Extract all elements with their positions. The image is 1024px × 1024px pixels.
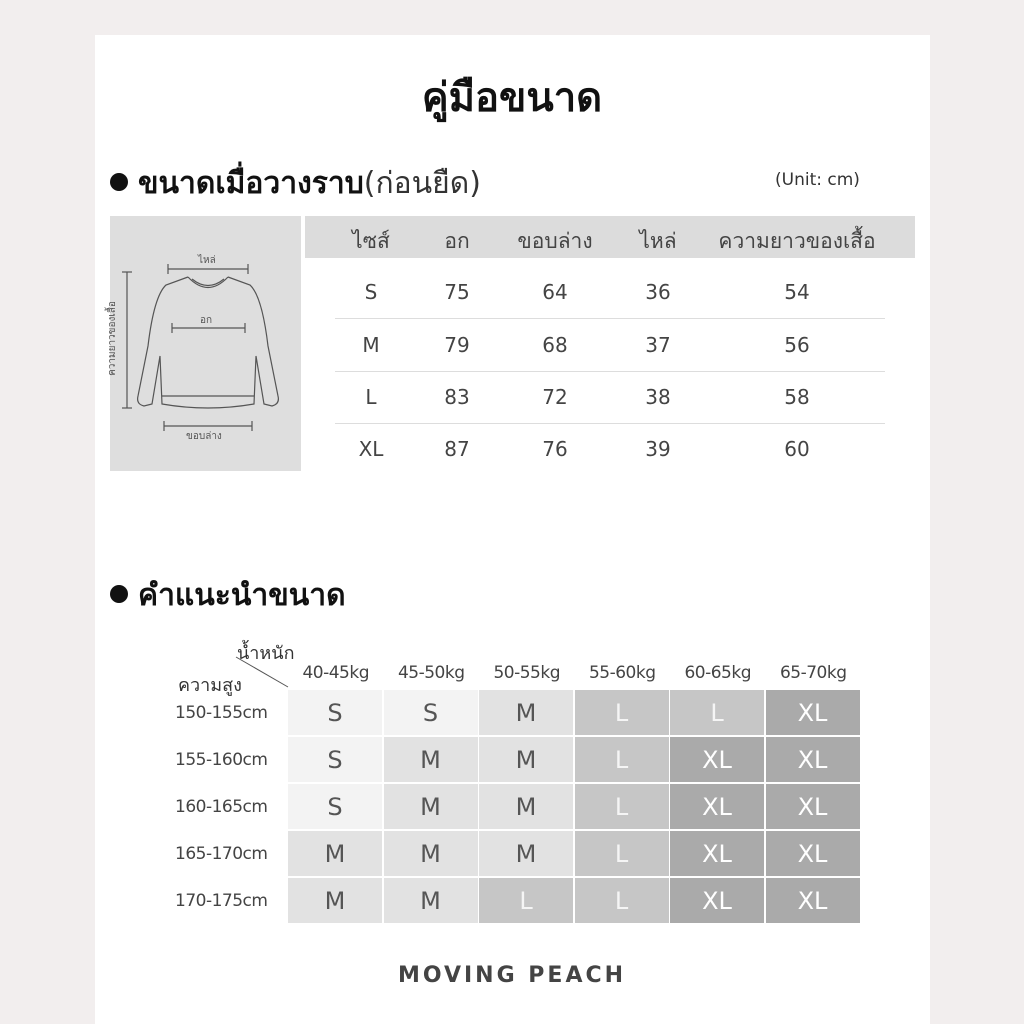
recommended-size-cell: L [575,690,669,735]
size-cell: XL [358,437,384,461]
flat-size-subheading: (ก่อนยืด) [363,166,481,201]
weight-axis-label: น้ำหนัก [237,643,295,664]
measurement-cell: 56 [784,333,810,357]
measurement-cell: 36 [645,280,671,304]
row-divider [335,371,885,372]
size-cell: S [364,280,378,304]
height-row-label: 160-165cm [175,797,268,817]
weight-column-label: 45-50kg [397,663,465,683]
measurement-cell: 39 [645,437,671,461]
diagram-hem-label: ขอบล่าง [186,431,222,442]
measurement-cell: 54 [784,280,810,304]
height-row-label: 155-160cm [175,750,268,770]
recommended-size-cell: M [479,831,573,876]
recommended-size-cell: L [575,878,669,923]
size-cell: M [362,333,380,357]
unit-label: (Unit: cm) [775,170,860,190]
recommended-size-cell: XL [766,878,860,923]
measurement-cell: 83 [444,385,470,409]
measurement-cell: 79 [444,333,470,357]
recommended-size-cell: L [575,737,669,782]
page-title: คู่มือขนาด [421,75,603,121]
measurement-cell: 68 [542,333,568,357]
measurement-cell: 60 [784,437,810,461]
recommended-size-cell: XL [766,784,860,829]
column-header: ขอบล่าง [517,229,593,253]
recommended-size-cell: M [479,737,573,782]
recommended-size-cell: L [575,784,669,829]
brand-logo: MOVING PEACH [397,963,627,988]
recommended-size-cell: S [384,690,478,735]
recommended-size-cell: S [288,784,382,829]
row-divider [335,423,885,424]
recommended-size-cell: XL [766,831,860,876]
measurement-cell: 87 [444,437,470,461]
measurement-cell: 75 [444,280,470,304]
diagram-chest-label: อก [200,315,213,326]
recommended-size-cell: L [479,878,573,923]
height-row-label: 170-175cm [175,891,268,911]
weight-column-label: 50-55kg [493,663,561,683]
recommended-size-cell: M [384,737,478,782]
recommended-size-cell: M [384,784,478,829]
recommended-size-cell: M [288,878,382,923]
recommended-size-cell: M [479,690,573,735]
column-header: ไซส์ [352,229,390,253]
column-header: ไหล่ [639,229,677,253]
bullet-icon [110,585,128,603]
column-header: อก [444,229,470,253]
weight-column-label: 55-60kg [588,663,656,683]
recommendation-heading: คำแนะนำขนาด [110,572,346,619]
size-cell: L [365,385,377,409]
diagram-shoulder-label: ไหล่ [198,255,216,266]
measurement-cell: 64 [542,280,568,304]
diagram-length-label: ความยาวของเสื้อ [106,301,118,376]
shirt-diagram [106,216,301,471]
weight-column-label: 40-45kg [302,663,370,683]
measurement-cell: 72 [542,385,568,409]
weight-column-label: 60-65kg [684,663,752,683]
corner-divider [232,655,292,691]
measurement-cell: 38 [645,385,671,409]
row-divider [335,318,885,319]
recommended-size-cell: M [288,831,382,876]
recommended-size-cell: XL [670,831,764,876]
bullet-icon [110,173,128,191]
column-header: ความยาวของเสื้อ [718,229,876,253]
recommended-size-cell: XL [766,690,860,735]
recommended-size-cell: L [575,831,669,876]
weight-column-label: 65-70kg [779,663,847,683]
recommended-size-cell: XL [670,737,764,782]
flat-size-heading: ขนาดเมื่อวางราบ(ก่อนยืด) [110,160,481,207]
measurement-cell: 58 [784,385,810,409]
measurement-cell: 37 [645,333,671,357]
measurement-cell: 76 [542,437,568,461]
recommended-size-cell: L [670,690,764,735]
recommended-size-cell: M [479,784,573,829]
recommended-size-cell: M [384,831,478,876]
recommended-size-cell: XL [670,878,764,923]
recommended-size-cell: M [384,878,478,923]
height-axis-label: ความสูง [178,675,242,696]
recommended-size-cell: XL [670,784,764,829]
height-row-label: 150-155cm [175,703,268,723]
recommended-size-cell: S [288,737,382,782]
height-row-label: 165-170cm [175,844,268,864]
recommended-size-cell: S [288,690,382,735]
recommended-size-cell: XL [766,737,860,782]
